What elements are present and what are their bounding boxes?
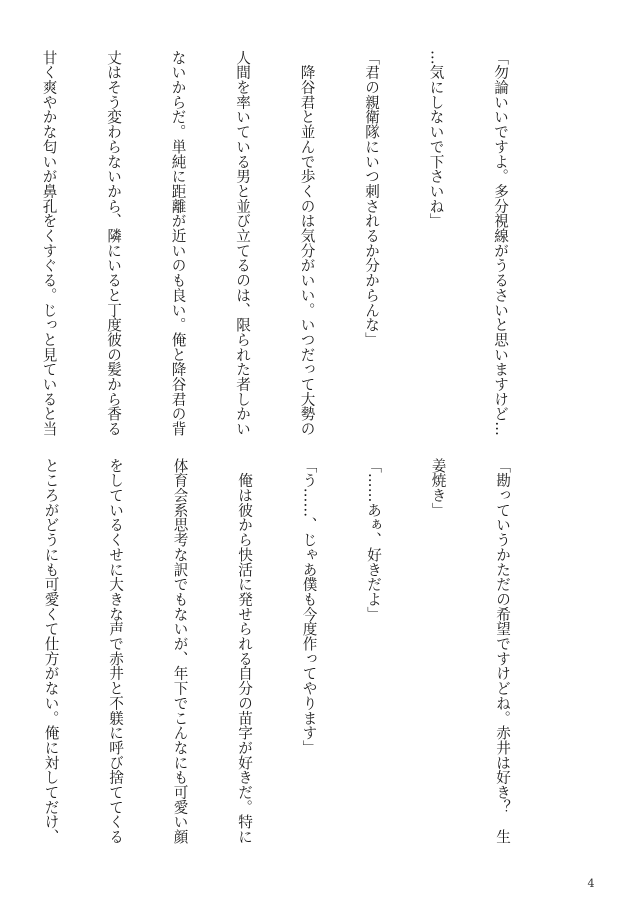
text-line: 丈はそう変わらないから、隣にいると丁度彼の髪から香る — [105, 50, 122, 437]
text-line: 「う……、じゃあ僕も今度作ってやります」 — [300, 458, 318, 755]
text-line: 人間を率いている男と並び立てるのは、限られた者しかい — [234, 50, 251, 437]
text-line: 甘く爽やかな匂いが鼻孔をくすぐる。じっと見ていると当 — [40, 50, 58, 437]
text-line: 「勘っていうかただの希望ですけどね。赤井は好き？ 生 — [494, 458, 511, 845]
page-number: 4 — [587, 877, 595, 890]
text-line: ところがどうにも可愛くて仕方がない。俺に対してだけ、 — [42, 458, 60, 845]
text-line: …気にしないで下さいね」 — [427, 50, 445, 229]
text-line: 「勿論いいですよ。多分視線がうるさいと思いますけど… — [492, 50, 509, 437]
text-line: 降谷君と並んで歩くのは気分がいい。いつだって大勢の — [298, 50, 316, 437]
text-line: 姜焼き」 — [429, 458, 447, 518]
text-line: 俺は彼から快活に発せられる自分の苗字が好きだ。特に — [236, 458, 253, 845]
top-text-block — [40, 50, 554, 437]
bottom-text-block — [42, 458, 556, 845]
text-line: 「……あぁ、好きだよ」 — [365, 458, 382, 622]
text-line: 体育会系思考な訳でもないが、年下でこんなにも可愛い顔 — [171, 458, 189, 845]
text-line: をしているくせに大きな声で赤井と不躾に呼び捨ててくる — [107, 458, 124, 845]
text-line: ないからだ。単純に距離が近いのも良い。俺と降谷君の背 — [169, 50, 187, 437]
text-line: 「君の親衛隊にいつ刺されるか分からんな」 — [363, 50, 380, 347]
